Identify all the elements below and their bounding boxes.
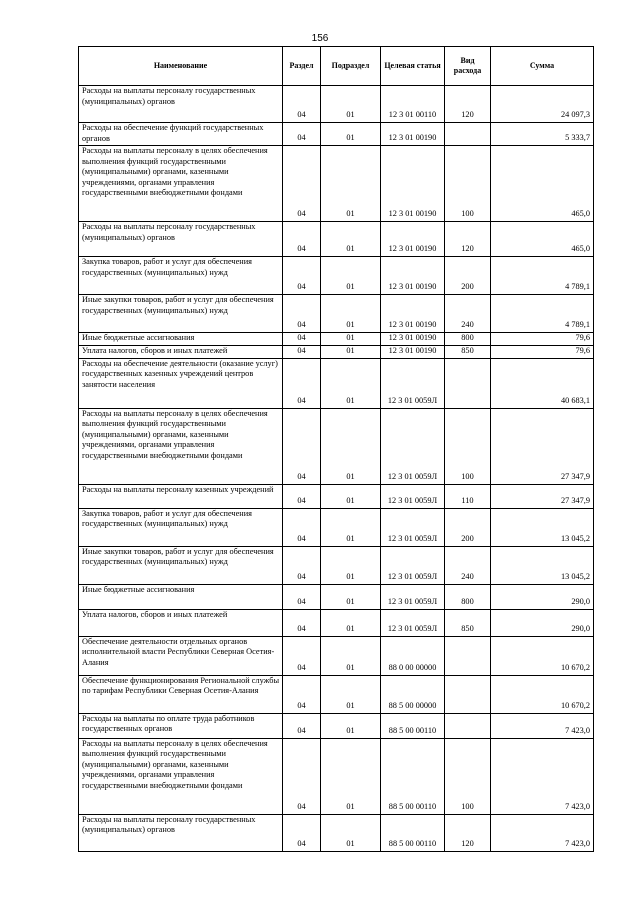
table-row bbox=[79, 584, 594, 609]
cell-sum: 7 423,0 bbox=[491, 738, 594, 814]
cell-subsection: 01 bbox=[321, 295, 381, 333]
cell-name: Расходы на выплаты персоналу в целях обеспечения выполнения функций государственными (муниципальными) органами, казенными учреждениями, органами управления государственными внебюджетными фондами bbox=[79, 408, 283, 484]
header-target: Целевая статья bbox=[381, 47, 445, 86]
cell-section: 04 bbox=[283, 546, 321, 584]
cell-name: Обеспечение функционирования Региональной службы по тарифам Республики Северная Осетия-Алания bbox=[79, 675, 283, 713]
cell-subsection: 01 bbox=[321, 713, 381, 738]
cell-name: Расходы на обеспечение функций государственных органов bbox=[79, 123, 283, 146]
cell-sum: 7 423,0 bbox=[491, 814, 594, 851]
cell-target: 12 3 01 00190 bbox=[381, 257, 445, 295]
table-row bbox=[79, 222, 594, 257]
cell-subsection: 01 bbox=[321, 484, 381, 508]
cell-type: 100 bbox=[445, 738, 491, 814]
cell-sum: 7 423,0 bbox=[491, 713, 594, 738]
cell-type: 120 bbox=[445, 86, 491, 123]
cell-target: 88 5 00 00110 bbox=[381, 814, 445, 851]
cell-name: Иные бюджетные ассигнования bbox=[79, 333, 283, 346]
cell-name: Уплата налогов, сборов и иных платежей bbox=[79, 609, 283, 636]
header-section: Раздел bbox=[283, 47, 321, 86]
cell-name: Закупка товаров, работ и услуг для обеспечения государственных (муниципальных) нужд bbox=[79, 508, 283, 546]
cell-subsection: 01 bbox=[321, 508, 381, 546]
cell-type: 120 bbox=[445, 814, 491, 851]
cell-type: 800 bbox=[445, 333, 491, 346]
table-row bbox=[79, 295, 594, 333]
cell-name: Расходы на выплаты персоналу государственных (муниципальных) органов bbox=[79, 222, 283, 257]
cell-target: 12 3 01 00190 bbox=[381, 222, 445, 257]
cell-section: 04 bbox=[283, 609, 321, 636]
cell-section: 04 bbox=[283, 295, 321, 333]
cell-sum: 290,0 bbox=[491, 609, 594, 636]
table-row bbox=[79, 713, 594, 738]
cell-subsection: 01 bbox=[321, 86, 381, 123]
cell-type bbox=[445, 675, 491, 713]
cell-name: Закупка товаров, работ и услуг для обеспечения государственных (муниципальных) нужд bbox=[79, 257, 283, 295]
cell-sum: 10 670,2 bbox=[491, 675, 594, 713]
cell-name: Расходы на выплаты по оплате труда работников государственных органов bbox=[79, 713, 283, 738]
cell-type: 200 bbox=[445, 257, 491, 295]
cell-subsection: 01 bbox=[321, 408, 381, 484]
cell-sum: 24 097,3 bbox=[491, 86, 594, 123]
table-row bbox=[79, 508, 594, 546]
cell-type: 110 bbox=[445, 484, 491, 508]
page-number: 156 bbox=[311, 33, 329, 44]
cell-section: 04 bbox=[283, 814, 321, 851]
cell-type: 100 bbox=[445, 146, 491, 222]
cell-subsection: 01 bbox=[321, 584, 381, 609]
cell-name: Уплата налогов, сборов и иных платежей bbox=[79, 345, 283, 358]
table-row bbox=[79, 146, 594, 222]
cell-section: 04 bbox=[283, 345, 321, 358]
cell-section: 04 bbox=[283, 222, 321, 257]
cell-target: 12 3 01 0059Л bbox=[381, 609, 445, 636]
table-row bbox=[79, 814, 594, 851]
header-subsection: Подраздел bbox=[321, 47, 381, 86]
cell-sum: 27 347,9 bbox=[491, 484, 594, 508]
cell-section: 04 bbox=[283, 146, 321, 222]
cell-sum: 4 789,1 bbox=[491, 295, 594, 333]
cell-target: 12 3 01 00110 bbox=[381, 86, 445, 123]
cell-type: 800 bbox=[445, 584, 491, 609]
cell-subsection: 01 bbox=[321, 636, 381, 675]
cell-target: 12 3 01 00190 bbox=[381, 333, 445, 346]
cell-subsection: 01 bbox=[321, 609, 381, 636]
cell-sum: 13 045,2 bbox=[491, 546, 594, 584]
table-row bbox=[79, 333, 594, 346]
cell-target: 12 3 01 00190 bbox=[381, 146, 445, 222]
cell-sum: 465,0 bbox=[491, 222, 594, 257]
cell-target: 12 3 01 00190 bbox=[381, 345, 445, 358]
table-row bbox=[79, 345, 594, 358]
cell-target: 12 3 01 00190 bbox=[381, 123, 445, 146]
cell-target: 88 0 00 00000 bbox=[381, 636, 445, 675]
table-row bbox=[79, 123, 594, 146]
table-row bbox=[79, 609, 594, 636]
cell-section: 04 bbox=[283, 713, 321, 738]
cell-target: 12 3 01 0059Л bbox=[381, 358, 445, 408]
table-row bbox=[79, 86, 594, 123]
cell-sum: 10 670,2 bbox=[491, 636, 594, 675]
cell-target: 12 3 01 0059Л bbox=[381, 546, 445, 584]
cell-type: 100 bbox=[445, 408, 491, 484]
cell-section: 04 bbox=[283, 86, 321, 123]
table-row bbox=[79, 408, 594, 484]
cell-type: 240 bbox=[445, 546, 491, 584]
cell-section: 04 bbox=[283, 408, 321, 484]
cell-subsection: 01 bbox=[321, 257, 381, 295]
cell-name: Расходы на выплаты персоналу государственных (муниципальных) органов bbox=[79, 814, 283, 851]
cell-sum: 4 789,1 bbox=[491, 257, 594, 295]
cell-name: Обеспечение деятельности отдельных органов исполнительной власти Республики Северная Осетия-Алания bbox=[79, 636, 283, 675]
cell-sum: 290,0 bbox=[491, 584, 594, 609]
cell-type bbox=[445, 636, 491, 675]
cell-section: 04 bbox=[283, 257, 321, 295]
cell-type: 850 bbox=[445, 345, 491, 358]
cell-section: 04 bbox=[283, 484, 321, 508]
cell-subsection: 01 bbox=[321, 123, 381, 146]
budget-table bbox=[78, 46, 594, 852]
cell-subsection: 01 bbox=[321, 345, 381, 358]
cell-type bbox=[445, 123, 491, 146]
cell-target: 88 5 00 00110 bbox=[381, 738, 445, 814]
cell-sum: 40 683,1 bbox=[491, 358, 594, 408]
cell-name: Расходы на выплаты персоналу в целях обеспечения выполнения функций государственными (муниципальными) органами, казенными учреждениями, органами управления государственными внебюджетными фондами bbox=[79, 738, 283, 814]
header-type: Вид расхода bbox=[445, 47, 491, 86]
cell-target: 12 3 01 0059Л bbox=[381, 508, 445, 546]
cell-section: 04 bbox=[283, 636, 321, 675]
table-row bbox=[79, 675, 594, 713]
cell-subsection: 01 bbox=[321, 675, 381, 713]
table-row bbox=[79, 546, 594, 584]
cell-name: Иные закупки товаров, работ и услуг для обеспечения государственных (муниципальных) нужд bbox=[79, 295, 283, 333]
cell-target: 12 3 01 0059Л bbox=[381, 484, 445, 508]
cell-type: 200 bbox=[445, 508, 491, 546]
table-header-row bbox=[79, 47, 594, 86]
cell-section: 04 bbox=[283, 584, 321, 609]
cell-subsection: 01 bbox=[321, 358, 381, 408]
cell-sum: 13 045,2 bbox=[491, 508, 594, 546]
cell-name: Расходы на обеспечение деятельности (оказание услуг) государственных казенных учреждений центров занятости населения bbox=[79, 358, 283, 408]
cell-section: 04 bbox=[283, 333, 321, 346]
cell-type: 240 bbox=[445, 295, 491, 333]
table-row bbox=[79, 636, 594, 675]
cell-subsection: 01 bbox=[321, 546, 381, 584]
cell-section: 04 bbox=[283, 123, 321, 146]
cell-name: Иные закупки товаров, работ и услуг для обеспечения государственных (муниципальных) нужд bbox=[79, 546, 283, 584]
cell-sum: 79,6 bbox=[491, 333, 594, 346]
cell-target: 88 5 00 00110 bbox=[381, 713, 445, 738]
table-row bbox=[79, 738, 594, 814]
cell-subsection: 01 bbox=[321, 738, 381, 814]
cell-type: 850 bbox=[445, 609, 491, 636]
cell-name: Расходы на выплаты персоналу в целях обеспечения выполнения функций государственными (муниципальными) органами, казенными учреждениями, органами управления государственными внебюджетными фондами bbox=[79, 146, 283, 222]
cell-subsection: 01 bbox=[321, 222, 381, 257]
cell-target: 88 5 00 00000 bbox=[381, 675, 445, 713]
cell-subsection: 01 bbox=[321, 333, 381, 346]
cell-sum: 5 333,7 bbox=[491, 123, 594, 146]
cell-section: 04 bbox=[283, 508, 321, 546]
table-row bbox=[79, 484, 594, 508]
cell-type bbox=[445, 713, 491, 738]
cell-target: 12 3 01 0059Л bbox=[381, 584, 445, 609]
cell-name: Иные бюджетные ассигнования bbox=[79, 584, 283, 609]
table-row bbox=[79, 257, 594, 295]
cell-section: 04 bbox=[283, 738, 321, 814]
header-name: Наименование bbox=[79, 47, 283, 86]
cell-subsection: 01 bbox=[321, 146, 381, 222]
cell-section: 04 bbox=[283, 358, 321, 408]
table-row bbox=[79, 358, 594, 408]
header-sum: Сумма bbox=[491, 47, 594, 86]
cell-name: Расходы на выплаты персоналу казенных учреждений bbox=[79, 484, 283, 508]
cell-subsection: 01 bbox=[321, 814, 381, 851]
cell-type bbox=[445, 358, 491, 408]
cell-target: 12 3 01 00190 bbox=[381, 295, 445, 333]
cell-sum: 27 347,9 bbox=[491, 408, 594, 484]
cell-target: 12 3 01 0059Л bbox=[381, 408, 445, 484]
cell-section: 04 bbox=[283, 675, 321, 713]
cell-type: 120 bbox=[445, 222, 491, 257]
cell-name: Расходы на выплаты персоналу государственных (муниципальных) органов bbox=[79, 86, 283, 123]
cell-sum: 79,6 bbox=[491, 345, 594, 358]
cell-sum: 465,0 bbox=[491, 146, 594, 222]
